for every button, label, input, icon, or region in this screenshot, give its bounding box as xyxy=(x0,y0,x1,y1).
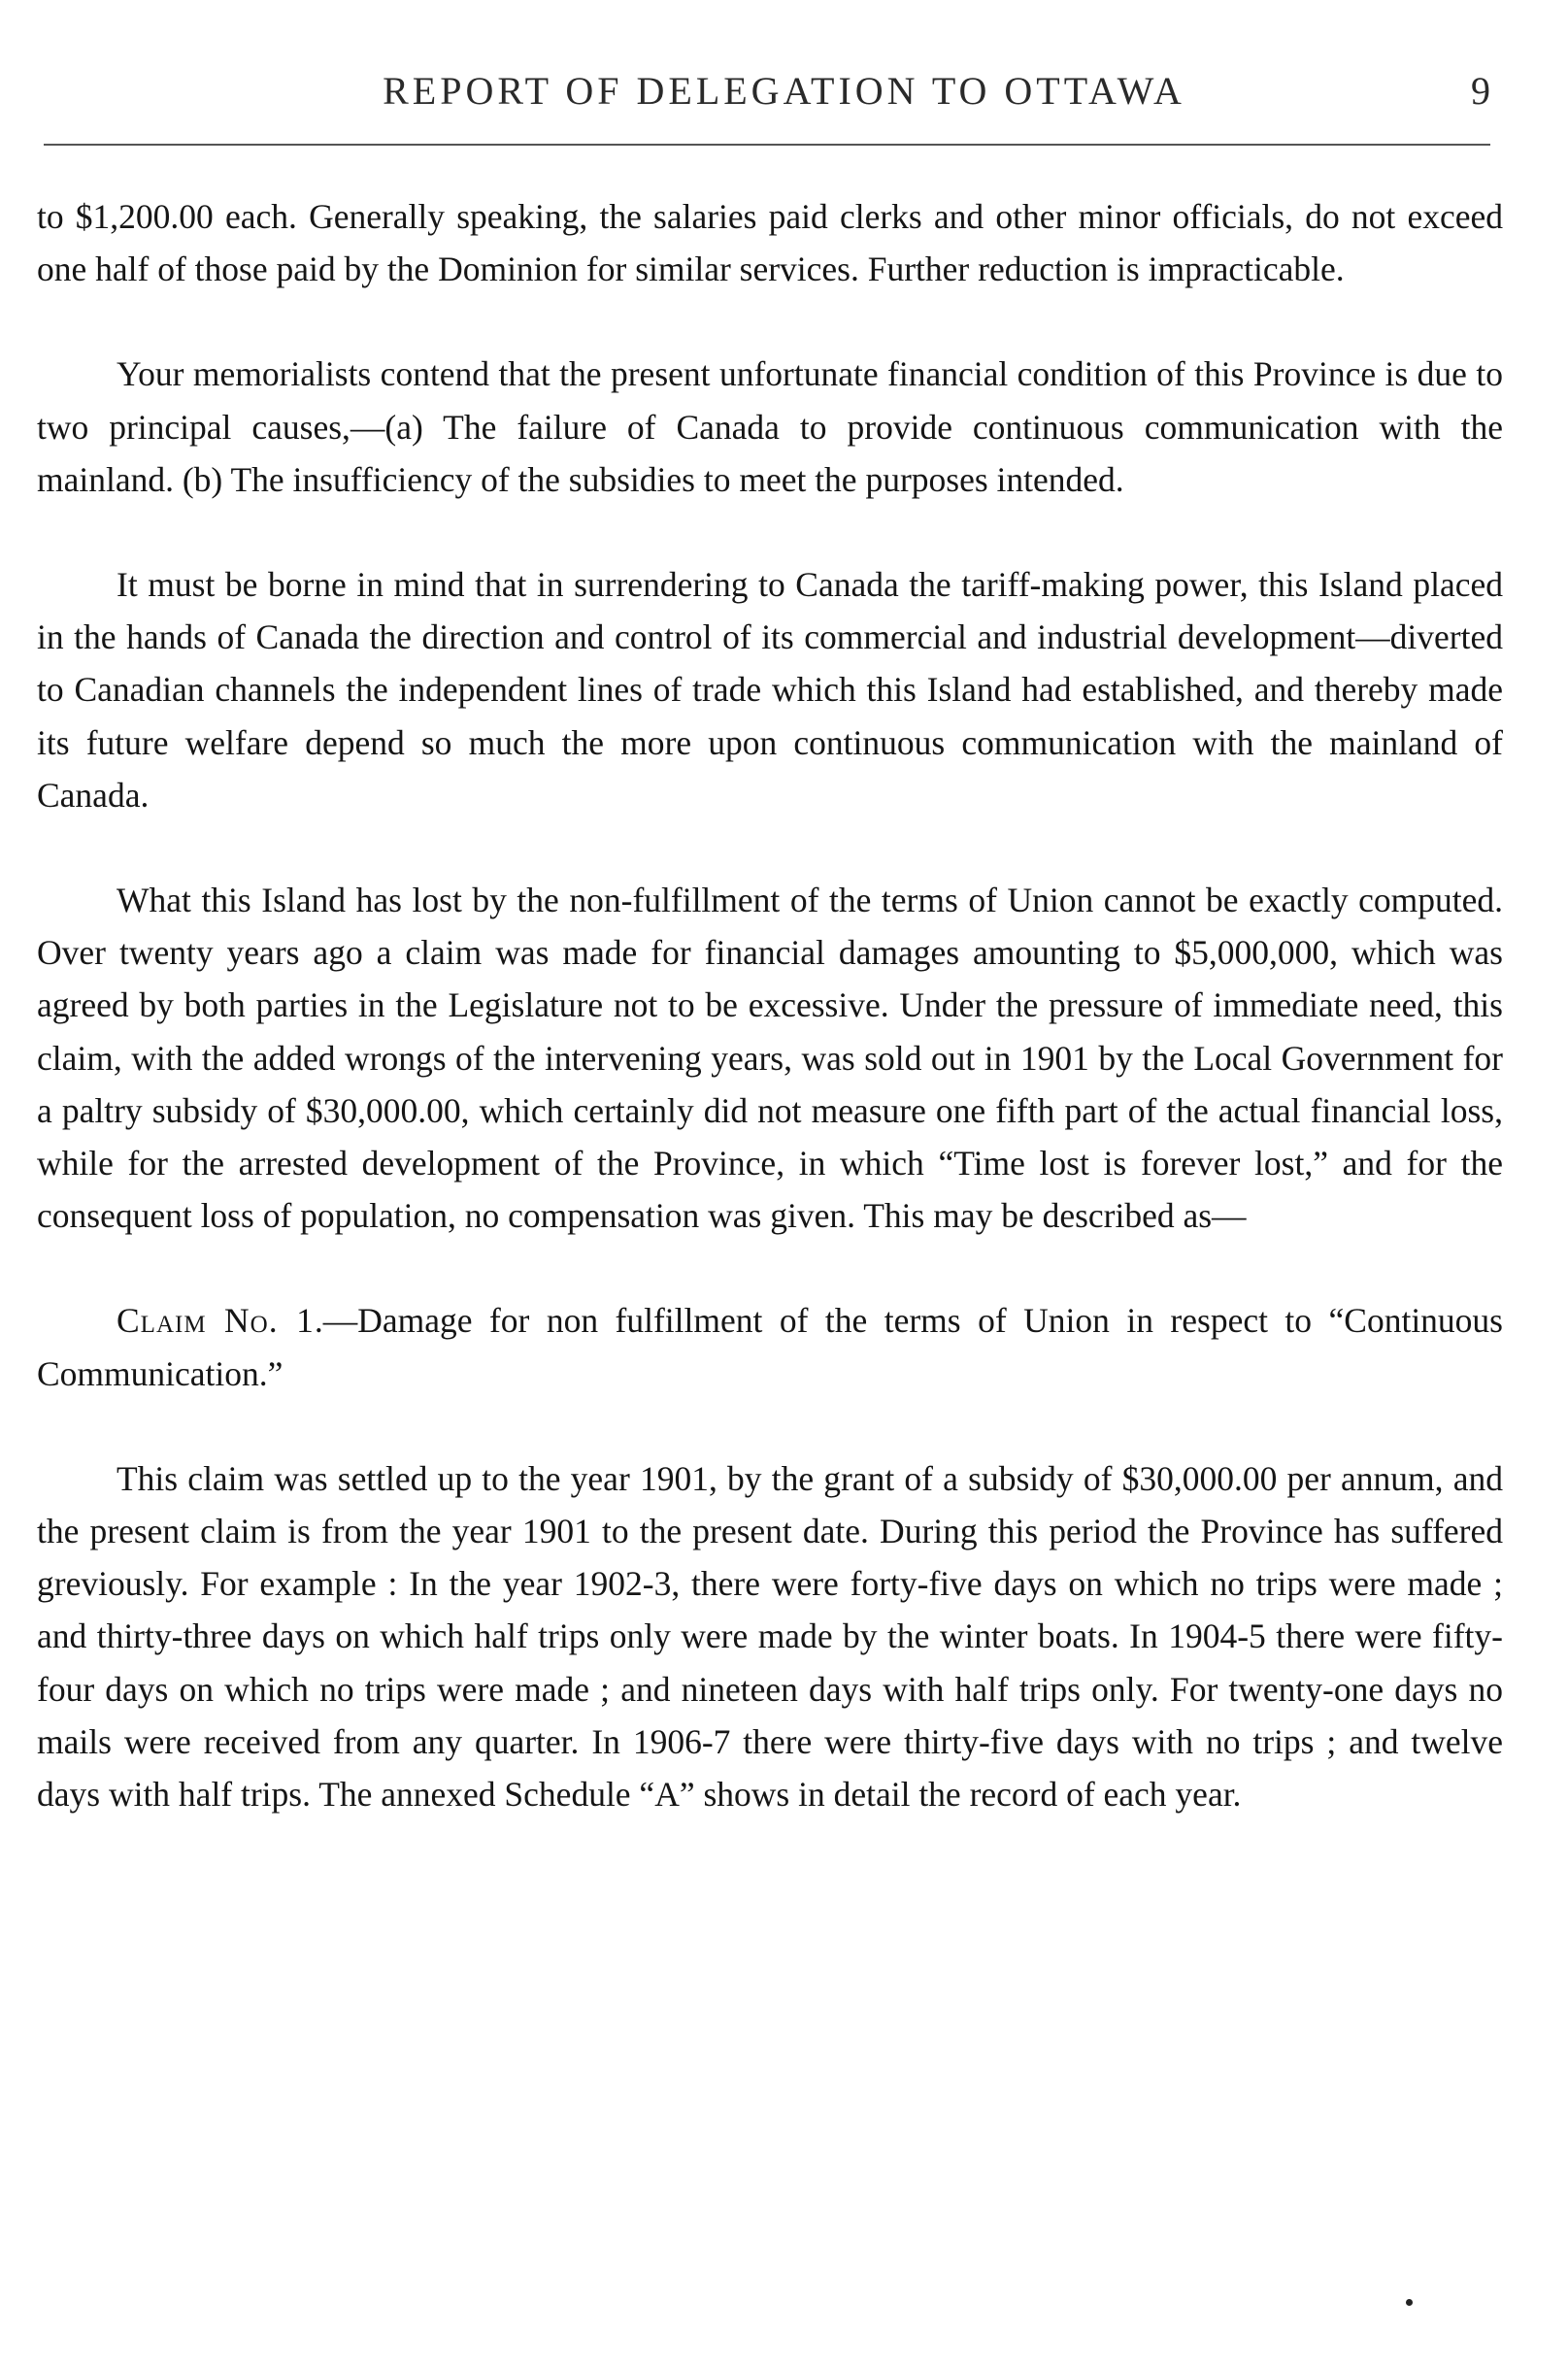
paragraph-continuation: to $1,200.00 each. Generally speaking, the salaries paid clerks and other minor officials, do not exceed one half of those paid by the Dominion for similar services. Further reduction is impracticable. xyxy=(37,197,1503,289)
paragraph-claim-detail: This claim was settled up to the year 1901, by the grant of a subsidy of $30,000.00 per annum, and the present claim is from the year 1901 to the present date. During this period the Province has suffered greviously. For example : In the year 1902-3, there were forty-five days on which no trips were made ; and thirty-three days on which half trips only were made by the winter boats. In 1904-5 there were fifty-four days on which no trips were made ; and nineteen days with half trips only. For twenty-one days no mails were received from any quarter. In 1906-7 there were thirty-five days with no trips ; and twelve days with half trips. The annexed Schedule “A” shows in detail the record of each year. xyxy=(37,1458,1503,1815)
header-rule xyxy=(44,144,1490,146)
stray-mark xyxy=(1406,2299,1413,2306)
claim-text: .—Damage for non fulfillment of the terms of Union in respect to “Continuous Communication.” xyxy=(37,1301,1503,1393)
paragraph-tariff: It must be borne in mind that in surrendering to Canada the tariff-making power, this Island placed in the hands of Canada the direction and control of its commercial and industrial development—diverted to Canadian channels the independent lines of trade which this Island had established, and thereby made its future welfare depend so much the more upon continuous communication with the mainland of Canada. xyxy=(37,565,1503,815)
page-number: 9 xyxy=(1471,69,1490,113)
paragraph-causes: Your memorialists contend that the present unfortunate financial condition of this Province is due to two principal causes,—(a) The failure of Canada to provide continuous communication with the mainland. (b) The insufficiency of the subsidies to meet the purposes intended. xyxy=(37,354,1503,499)
body-text xyxy=(37,190,1503,1873)
paragraph-claim-heading xyxy=(37,1294,1503,1399)
running-title: REPORT OF DELEGATION TO OTTAWA xyxy=(383,69,1185,113)
running-head xyxy=(0,68,1568,126)
paragraph-loss: What this Island has lost by the non-fulfillment of the terms of Union cannot be exactly computed. Over twenty years ago a claim was made for financial damages amounting to $5,000,000, which was agreed by both parties in the Legislature not to be excessive. Under the pressure of immediate need, this claim, with the added wrongs of the intervening years, was sold out in 1901 by the Local Government for a paltry subsidy of $30,000.00, which certainly did not measure one fifth part of the actual financial loss, while for the arrested development of the Province, in which “Time lost is forever lost,” and for the consequent loss of population, no compensation was given. This may be described as— xyxy=(37,881,1503,1236)
claim-label: Claim No. 1 xyxy=(117,1301,315,1341)
